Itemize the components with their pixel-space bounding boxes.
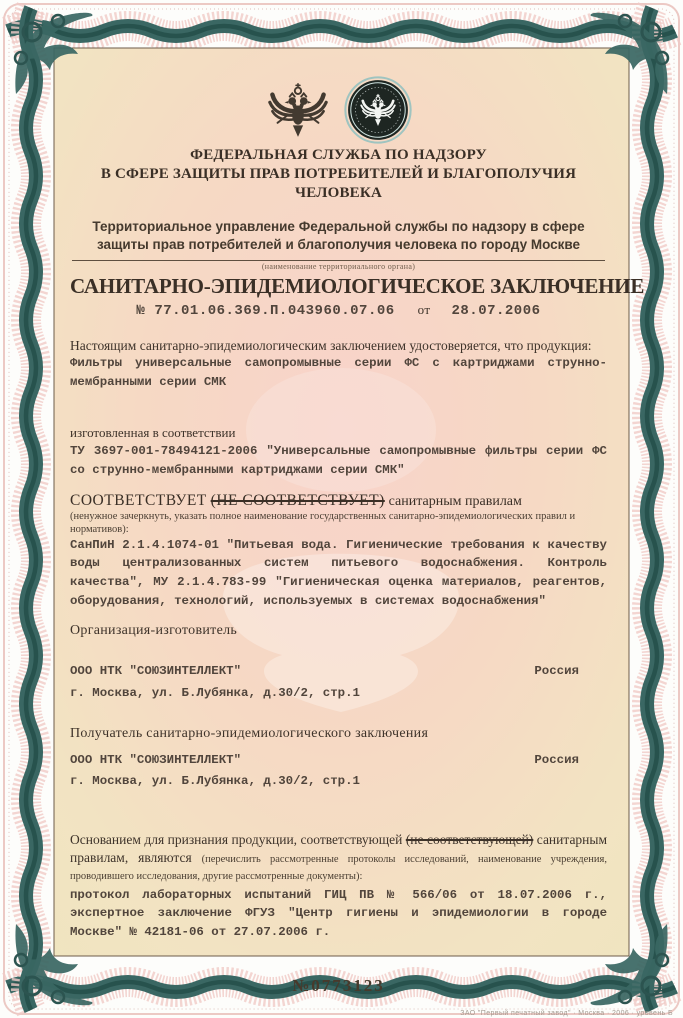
manufacturer-country: Россия — [534, 664, 579, 679]
conformity-note: (ненужное зачеркнуть, указать полное наименование государственных санитарно-эпидемиологических правил и нормативов): — [70, 510, 576, 535]
conformity-line — [70, 492, 607, 510]
basis-continuation: санитарным правилам, являются — [70, 832, 608, 865]
product-name: Фильтры универсальные самопромывные серии ФС с картриджами струнно-мембранными серии СМК — [70, 356, 607, 389]
serial-number: №0773123 — [292, 975, 385, 995]
manufacturer-name: ООО НТК "СОЮЗИНТЕЛЛЕКТ" — [70, 664, 242, 679]
basis-documents: протокол лабораторных испытаний ГИЦ ПВ № 566/06 от 18.07.2006 г., экспертное заключение ФГУЗ "Центр гигиены и эпидемиологии в городе Москве" № 42181-06 от 27.07.2006 г. — [70, 887, 607, 939]
manufacturer-section-label: Организация-изготовитель — [70, 623, 238, 639]
manufacturer-row — [70, 662, 607, 681]
document-title: САНИТАРНО-ЭПИДЕМИОЛОГИЧЕСКОЕ ЗАКЛЮЧЕНИЕ — [70, 273, 645, 298]
recipient-country: Россия — [534, 752, 579, 767]
territorial-body-name: Территориальное управление Федеральной службы по надзору в сфере защиты прав потребителей и благополучия человека по городу Москве — [92, 219, 585, 253]
date-preposition: от — [417, 301, 431, 317]
rules-suffix: санитарным правилам — [388, 493, 522, 509]
coat-of-arms-eagle-icon — [266, 77, 330, 143]
printer-footer: ЗАО "Первый печатный завод" · Москва · 2006 · уровень Б — [460, 1010, 673, 1017]
specification-text: ТУ 3697-001-78494121-2006 "Универсальные самопромывные фильтры серии ФС со струнно-мембранными картриджами серии СМК" — [70, 444, 607, 477]
basis-note: (перечислить рассмотренные протоколы исследований, наименование учреждения, проводившего исследования, другие рассмотренные документы): — [70, 853, 607, 883]
separator-rule — [72, 260, 605, 261]
manufacturer-address: г. Москва, ул. Б.Лубянка, д.30/2, стр.1 — [70, 686, 360, 701]
agency-name-line2: В СФЕРЕ ЗАЩИТЫ ПРАВ ПОТРЕБИТЕЛЕЙ И БЛАГОПОЛУЧИЯ ЧЕЛОВЕКА — [100, 165, 577, 201]
recipient-address: г. Москва, ул. Б.Лубянка, д.30/2, стр.1 — [70, 774, 360, 789]
regulations-text: СанПиН 2.1.4.1074-01 "Питьевая вода. Гигиенические требования к качеству воды централизованных систем питьевого водоснабжения. Контроль качества", МУ 2.1.4.783-99 "Гигиеническая оценка материалов, реагентов, оборудования, технологий, используемых в системах водоснабжения" — [70, 537, 607, 608]
header-emblems — [70, 74, 607, 146]
struck-not-conforms: (НЕ СООТВЕТСТВУЕТ) — [210, 491, 385, 509]
recipient-section-label: Получатель санитарно-эпидемиологического заключения — [70, 725, 429, 741]
document-date: 28.07.2006 — [451, 302, 541, 319]
basis-intro: Основанием для признания продукции, соответствующей — [70, 832, 403, 848]
recipient-name: ООО НТК "СОЮЗИНТЕЛЛЕКТ" — [70, 752, 242, 767]
document-number-line — [70, 302, 607, 319]
struck-not-conforming: (не соответствующей) — [405, 832, 534, 848]
conforms-word: СООТВЕТСТВУЕТ — [70, 491, 207, 509]
territorial-caption: (наименование территориального органа) — [261, 261, 416, 271]
agency-name-line1: ФЕДЕРАЛЬНАЯ СЛУЖБА ПО НАДЗОРУ — [190, 147, 487, 163]
document-number: 77.01.06.369.П.043960.07.06 — [154, 302, 395, 319]
number-label: № — [136, 302, 146, 319]
made-according-label: изготовленная в соответствии — [70, 425, 236, 441]
basis-paragraph — [70, 831, 607, 884]
certificate-body — [54, 48, 645, 995]
certify-intro: Настоящим санитарно-эпидемиологическим заключением удостоверяется, что продукция: — [70, 337, 592, 353]
state-seal-icon — [344, 76, 412, 144]
recipient-row — [70, 751, 607, 770]
